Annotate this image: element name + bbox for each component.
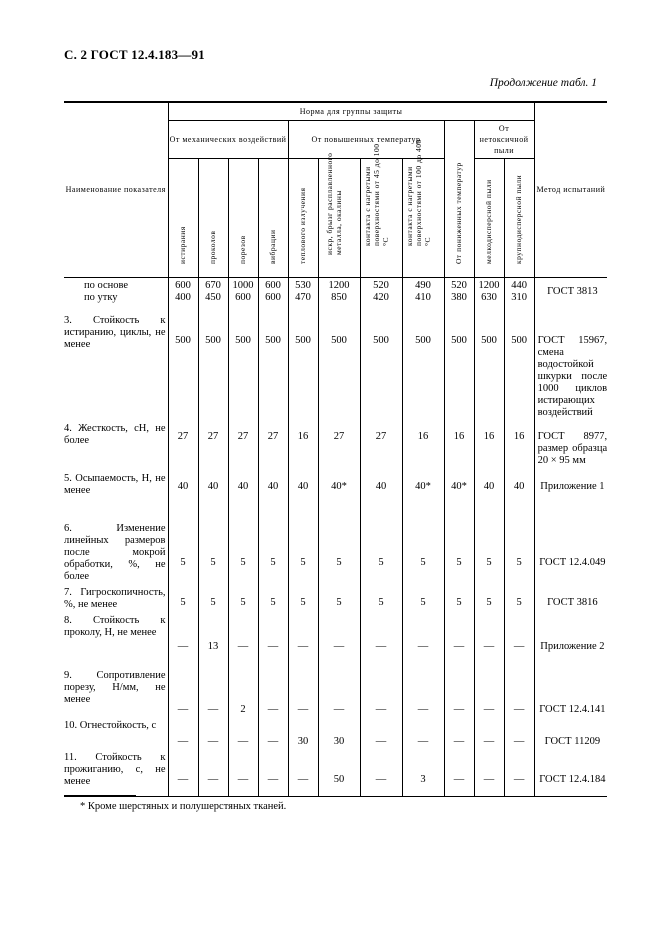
table-row — [64, 277, 607, 311]
row-test-method: ГОСТ 11209 — [534, 716, 607, 748]
table-row — [64, 519, 607, 583]
row-value: 27 — [360, 419, 402, 469]
row-value: — — [474, 748, 504, 796]
header-col-fine-dust: мелкодисперсной пыли — [484, 178, 493, 264]
row-value: 16 — [402, 419, 444, 469]
row-test-method: Приложение 1 — [534, 469, 607, 519]
row-value: 5 — [444, 519, 474, 583]
row-value: — — [402, 611, 444, 666]
row-indicator-name: 8. Стойкость к проколу, Н, не менее — [64, 611, 168, 666]
row-value: — — [444, 748, 474, 796]
row-indicator-name: 7. Гигроскопичность, %, не менее — [64, 583, 168, 611]
row-value: — — [168, 716, 198, 748]
footnote: * Кроме шерстяных и полушерстяных тканей. — [80, 801, 287, 812]
row-value: 5 — [318, 519, 360, 583]
row-value: — — [198, 666, 228, 716]
row-value: 27 — [168, 419, 198, 469]
row-value: 50 — [318, 748, 360, 796]
row-value: — — [360, 611, 402, 666]
row-value: 27 — [318, 419, 360, 469]
row-value: 500 — [228, 311, 258, 419]
row-value: 500 — [288, 311, 318, 419]
row-value: 2 — [228, 666, 258, 716]
row-value: — — [198, 716, 228, 748]
row-value: 1000 600 — [228, 277, 258, 311]
row-value: 40 — [228, 469, 258, 519]
row-value: — — [360, 666, 402, 716]
row-value: 500 — [474, 311, 504, 419]
row-test-method: ГОСТ 8977, размер образца 20 × 95 мм — [534, 419, 607, 469]
page-header-standard: С. 2 ГОСТ 12.4.183—91 — [64, 47, 205, 62]
row-value: 5 — [402, 583, 444, 611]
row-value: 500 — [258, 311, 288, 419]
requirements-table — [64, 101, 607, 797]
table-body — [64, 277, 607, 796]
row-value: — — [360, 748, 402, 796]
table-row — [64, 611, 607, 666]
row-value: 1200 850 — [318, 277, 360, 311]
header-low-temp-text: От пониженных температур — [454, 161, 463, 264]
row-value: 5 — [474, 583, 504, 611]
row-indicator-name: 10. Огнестойкость, с — [64, 716, 168, 748]
row-value: 13 — [198, 611, 228, 666]
header-col-coarse-dust: крупнодисперсной пыли — [514, 174, 524, 264]
row-value: 5 — [504, 519, 534, 583]
row-value: 500 — [360, 311, 402, 419]
row-value: 5 — [288, 519, 318, 583]
row-value: — — [402, 666, 444, 716]
row-value: 600 600 — [258, 277, 288, 311]
row-value: 5 — [258, 519, 288, 583]
row-indicator-name: 6. Изменение линейных размеров после мокрой обработки, %, не более — [64, 519, 168, 583]
row-value: 490 410 — [402, 277, 444, 311]
row-value: — — [258, 666, 288, 716]
header-group-high-temp: От повышенных температур — [288, 120, 444, 158]
row-value: 5 — [168, 519, 198, 583]
header-group-mechanical: От механических воздействий — [168, 120, 288, 158]
row-value: 27 — [198, 419, 228, 469]
row-value: 40 — [474, 469, 504, 519]
table-row — [64, 748, 607, 796]
row-value: — — [474, 716, 504, 748]
row-value: 40 — [504, 469, 534, 519]
table-row — [64, 311, 607, 419]
header-method: Метод испытаний — [534, 102, 607, 277]
row-test-method: ГОСТ 12.4.049 — [534, 519, 607, 583]
row-value: 5 — [198, 519, 228, 583]
row-value: — — [168, 666, 198, 716]
row-indicator-name: 11. Стойкость к прожиганию, с, не менее — [64, 748, 168, 796]
footnote-divider — [64, 795, 136, 796]
header-col-cuts: порезов — [238, 234, 247, 264]
row-value: 1200 630 — [474, 277, 504, 311]
row-value: 5 — [474, 519, 504, 583]
row-value: 500 — [198, 311, 228, 419]
row-value: — — [198, 748, 228, 796]
row-value: — — [504, 611, 534, 666]
header-col-vibration: вибрации — [268, 229, 277, 264]
row-value: 5 — [168, 583, 198, 611]
row-value: — — [318, 611, 360, 666]
row-value: — — [228, 611, 258, 666]
row-value: 40* — [444, 469, 474, 519]
row-value: 27 — [258, 419, 288, 469]
row-value: 500 — [504, 311, 534, 419]
row-value: — — [258, 748, 288, 796]
row-indicator-name: 4. Жесткость, сН, не более — [64, 419, 168, 469]
row-value: 5 — [402, 519, 444, 583]
row-value: 500 — [444, 311, 474, 419]
row-value: 5 — [258, 583, 288, 611]
row-value: 40* — [318, 469, 360, 519]
header-group-low-temp — [444, 120, 474, 277]
row-value: — — [444, 666, 474, 716]
row-value: 520 420 — [360, 277, 402, 311]
row-value: 5 — [288, 583, 318, 611]
row-value: 530 470 — [288, 277, 318, 311]
row-value: — — [168, 748, 198, 796]
row-value: 3 — [402, 748, 444, 796]
table-row — [64, 716, 607, 748]
row-value: 500 — [318, 311, 360, 419]
header-col-contact-45-100: контакта с нагретыми поверхностями от 45 до 100 °С — [363, 142, 390, 246]
row-value: 5 — [360, 519, 402, 583]
row-value: — — [168, 611, 198, 666]
row-value: 30 — [288, 716, 318, 748]
row-indicator-name: 5. Осыпаемость, Н, не менее — [64, 469, 168, 519]
row-value: 16 — [474, 419, 504, 469]
row-indicator-name: 3. Стойкость к истиранию, циклы, не менее — [64, 311, 168, 419]
row-value: 600 400 — [168, 277, 198, 311]
row-test-method: ГОСТ 15967, смена водостойкой шкурки после 1000 циклов истирающих воздействий — [534, 311, 607, 419]
row-test-method: ГОСТ 12.4.141 — [534, 666, 607, 716]
row-value: 5 — [228, 583, 258, 611]
row-test-method: ГОСТ 12.4.184 — [534, 748, 607, 796]
row-value: 5 — [360, 583, 402, 611]
row-value: — — [504, 748, 534, 796]
row-value: 40 — [168, 469, 198, 519]
header-col-abrasion: истирания — [178, 225, 187, 264]
row-value: — — [258, 716, 288, 748]
header-col-heat-radiation: теплового излучения — [298, 187, 307, 264]
row-value: 670 450 — [198, 277, 228, 311]
row-value: 520 380 — [444, 277, 474, 311]
row-value: 5 — [504, 583, 534, 611]
row-value: — — [444, 716, 474, 748]
row-value: — — [318, 666, 360, 716]
row-value: — — [474, 611, 504, 666]
row-test-method: ГОСТ 3816 — [534, 583, 607, 611]
row-value: 500 — [402, 311, 444, 419]
row-value: 30 — [318, 716, 360, 748]
header-col-sparks: искр, брызг расплавленного металла, окалины — [325, 152, 343, 255]
row-value: 27 — [228, 419, 258, 469]
table-row — [64, 469, 607, 519]
table-row — [64, 419, 607, 469]
row-value: — — [504, 666, 534, 716]
row-value: 40 — [360, 469, 402, 519]
row-value: — — [288, 666, 318, 716]
row-value: — — [474, 666, 504, 716]
header-norm: Норма для группы защиты — [168, 102, 534, 120]
row-value: 5 — [318, 583, 360, 611]
row-value: — — [504, 716, 534, 748]
row-value: — — [228, 716, 258, 748]
row-value: — — [288, 611, 318, 666]
row-value: 440 310 — [504, 277, 534, 311]
row-value: 40* — [402, 469, 444, 519]
row-value: — — [360, 716, 402, 748]
row-value: — — [444, 611, 474, 666]
row-value: 16 — [288, 419, 318, 469]
row-test-method: Приложение 2 — [534, 611, 607, 666]
row-test-method: ГОСТ 3813 — [534, 277, 607, 311]
row-value: 40 — [198, 469, 228, 519]
row-indicator-name: по основе по утку — [64, 277, 168, 311]
header-col-contact-100-400: контакта с нагретыми поверхностями от 100 до 400 °С — [405, 138, 432, 246]
table-continuation-label: Продолжение табл. 1 — [489, 77, 597, 89]
row-value: — — [402, 716, 444, 748]
table-row — [64, 666, 607, 716]
row-value: 500 — [168, 311, 198, 419]
table-row — [64, 583, 607, 611]
row-value: — — [288, 748, 318, 796]
row-value: 16 — [444, 419, 474, 469]
row-value: 16 — [504, 419, 534, 469]
row-value: 40 — [288, 469, 318, 519]
header-col-puncture: проколов — [208, 230, 217, 264]
row-value: — — [258, 611, 288, 666]
header-group-dust: От нетоксичной пыли — [474, 120, 534, 158]
header-indicator: Наименование показателя — [64, 102, 168, 277]
row-value: — — [228, 748, 258, 796]
row-value: 40 — [258, 469, 288, 519]
row-value: 5 — [228, 519, 258, 583]
row-value: 5 — [198, 583, 228, 611]
row-indicator-name: 9. Сопротивление порезу, Н/мм, не менее — [64, 666, 168, 716]
row-value: 5 — [444, 583, 474, 611]
